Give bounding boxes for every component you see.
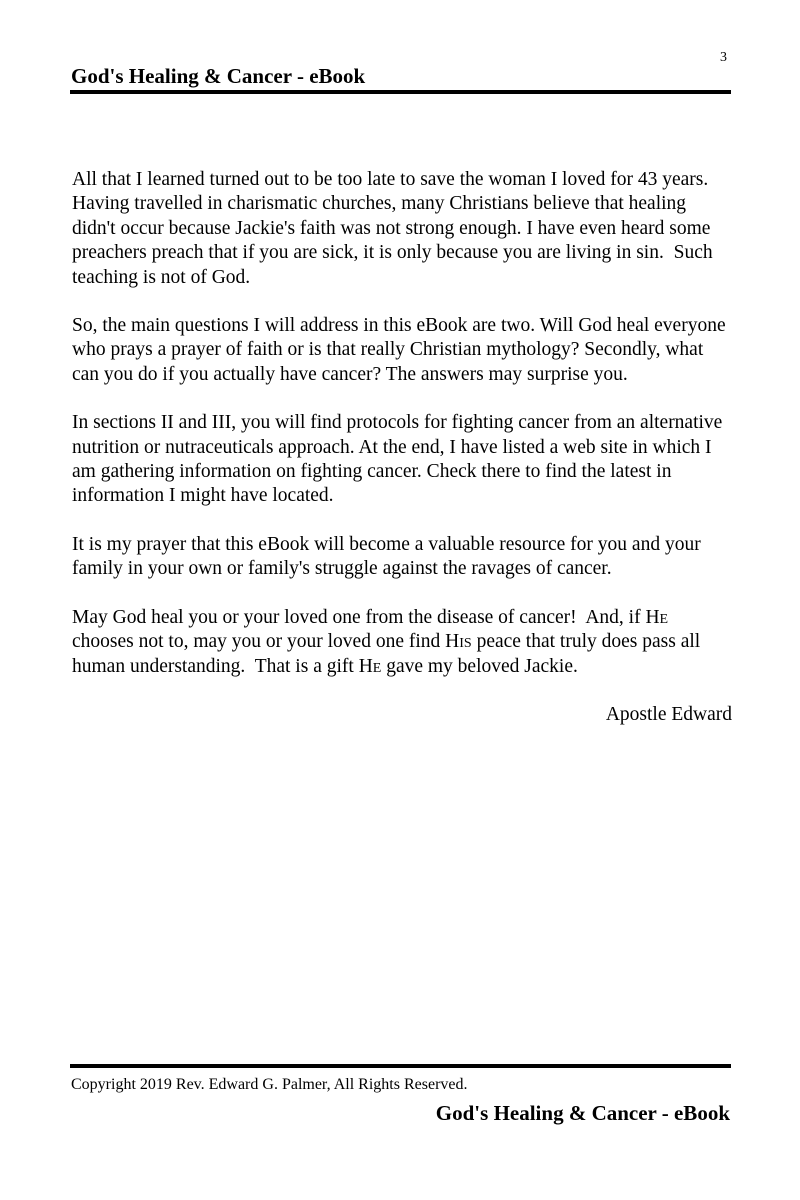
- paragraph-1: All that I learned turned out to be too late to save the woman I loved for 43 years. Having travelled in charismatic churches, many Christians believe that healing didn't occur because Jackie's faith was not strong enough. I have even heard some preachers preach that if you are sick, it is only because you are living in sin. Such teaching is not of God.: [72, 169, 718, 288]
- signature: Apostle Edward: [605, 703, 732, 725]
- copyright-notice: Copyright 2019 Rev. Edward G. Palmer, All Rights Reserved.: [71, 1076, 468, 1093]
- paragraph-3: In sections II and III, you will find protocols for fighting cancer from an alternative nutrition or nutraceuticals approach. At the end, I have listed a web site in which I am gathering information on fighting cancer. Check there to find the latest in information I might have located.: [72, 412, 728, 507]
- closing-segment: chooses not to, may you or your loved one find: [72, 606, 673, 653]
- header-title: God's Healing & Cancer - eBook: [71, 64, 366, 88]
- paragraph-4: It is my prayer that this eBook will become a valuable resource for you and your family in your own or family's struggle against the ravages of cancer.: [72, 533, 706, 580]
- footer-title: God's Healing & Cancer - eBook: [435, 1101, 730, 1125]
- closing-segment: gave my beloved Jackie.: [381, 655, 578, 677]
- footer-rule: [70, 1064, 731, 1068]
- paragraph-2: So, the main questions I will address in this eBook are two. Will God heal everyone who prays a prayer of faith or is that really Christian mythology? Secondly, what can you do if you actually have cancer? The answers may surprise you.: [72, 315, 731, 385]
- closing-segment-smallcaps: He: [645, 606, 669, 628]
- closing-segment-smallcaps: His: [445, 631, 472, 653]
- paragraph-closing: [72, 606, 732, 679]
- header-rule: [70, 90, 731, 94]
- page-body: [72, 168, 732, 751]
- page-number: 3: [720, 50, 727, 65]
- closing-segment: peace that truly does pass all human understanding. That is a gift: [72, 631, 706, 677]
- closing-segment-smallcaps: He: [358, 655, 382, 677]
- closing-segment: May God heal you or your loved one from the disease of cancer! And, if: [72, 606, 646, 628]
